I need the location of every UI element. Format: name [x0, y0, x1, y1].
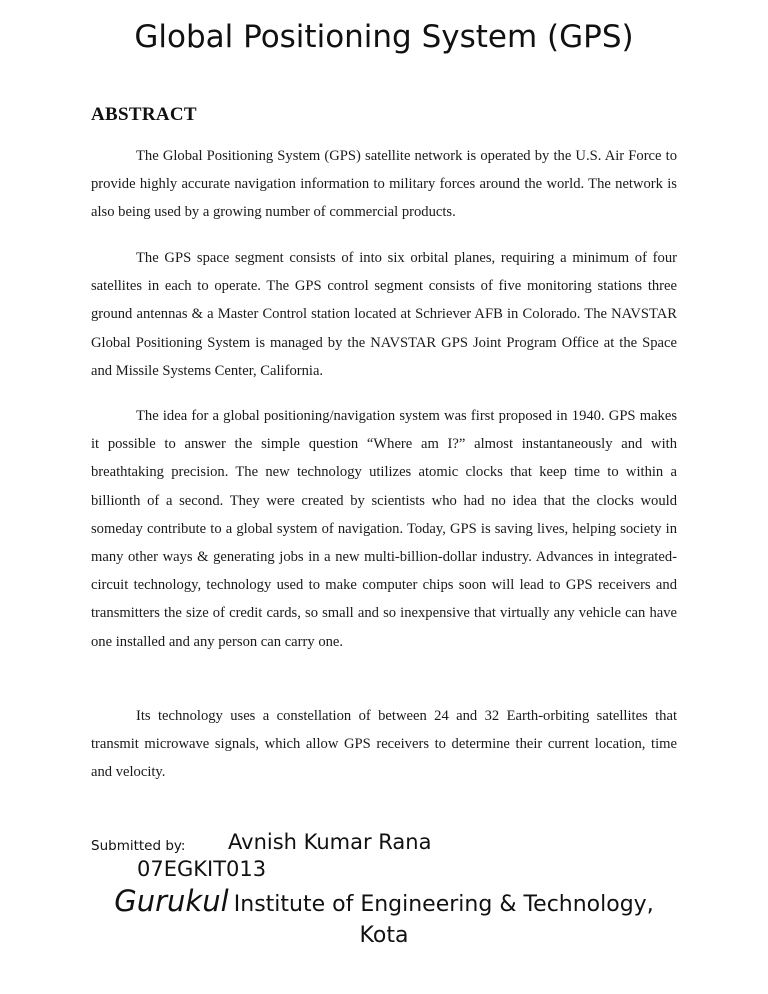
- student-name: Avnish Kumar Rana: [228, 830, 432, 854]
- institute-first-word: Gurukul: [114, 884, 229, 918]
- abstract-paragraph-1: The Global Positioning System (GPS) satellite network is operated by the U.S. Air Force to provide highly accurate navigation information to military forces around the world. The network is also being used by a growing number of commercial products.: [91, 148, 677, 221]
- document-title: Global Positioning System (GPS): [134, 19, 634, 55]
- abstract-paragraph-3: The idea for a global positioning/navigation system was first proposed in 1940. GPS makes it possible to answer the simple question “Where am I?” almost instantaneously and with breathtaking precision. The new technology utilizes atomic clocks that keep time to within a billionth of a second. They were created by scientists who had no idea that the clocks would someday contribute to a global system of navigation. Today, GPS is saving lives, helping society in many other ways & generating jobs in a new multi-billion-dollar industry. Advances in integrated-circuit technology, technology used to make computer chips soon will lead to GPS receivers and transmitters the size of credit cards, so small and so inexpensive that virtually any vehicle can have one installed and any person can carry one.: [91, 408, 677, 650]
- abstract-paragraph-2: The GPS space segment consists of into six orbital planes, requiring a minimum of four satellites in each to operate. The GPS control segment consists of five monitoring stations three ground antennas & a Master Control station located at Schriever AFB in Colorado. The NAVSTAR Global Positioning System is managed by the NAVSTAR GPS Joint Program Office at the Space and Missile Systems Center, California.: [91, 250, 677, 379]
- abstract-heading: ABSTRACT: [91, 104, 197, 125]
- submitted-by-label: Submitted by:: [91, 838, 186, 854]
- institute-city: Kota: [359, 923, 409, 948]
- institute-name: [0, 886, 768, 921]
- institute-name-rest: Institute of Engineering & Technology,: [233, 892, 654, 917]
- student-roll-number: 07EGKIT013: [137, 857, 267, 881]
- abstract-paragraph-4: Its technology uses a constellation of between 24 and 32 Earth-orbiting satellites that transmit microwave signals, which allow GPS receivers to determine their current location, time and velocity.: [91, 708, 677, 781]
